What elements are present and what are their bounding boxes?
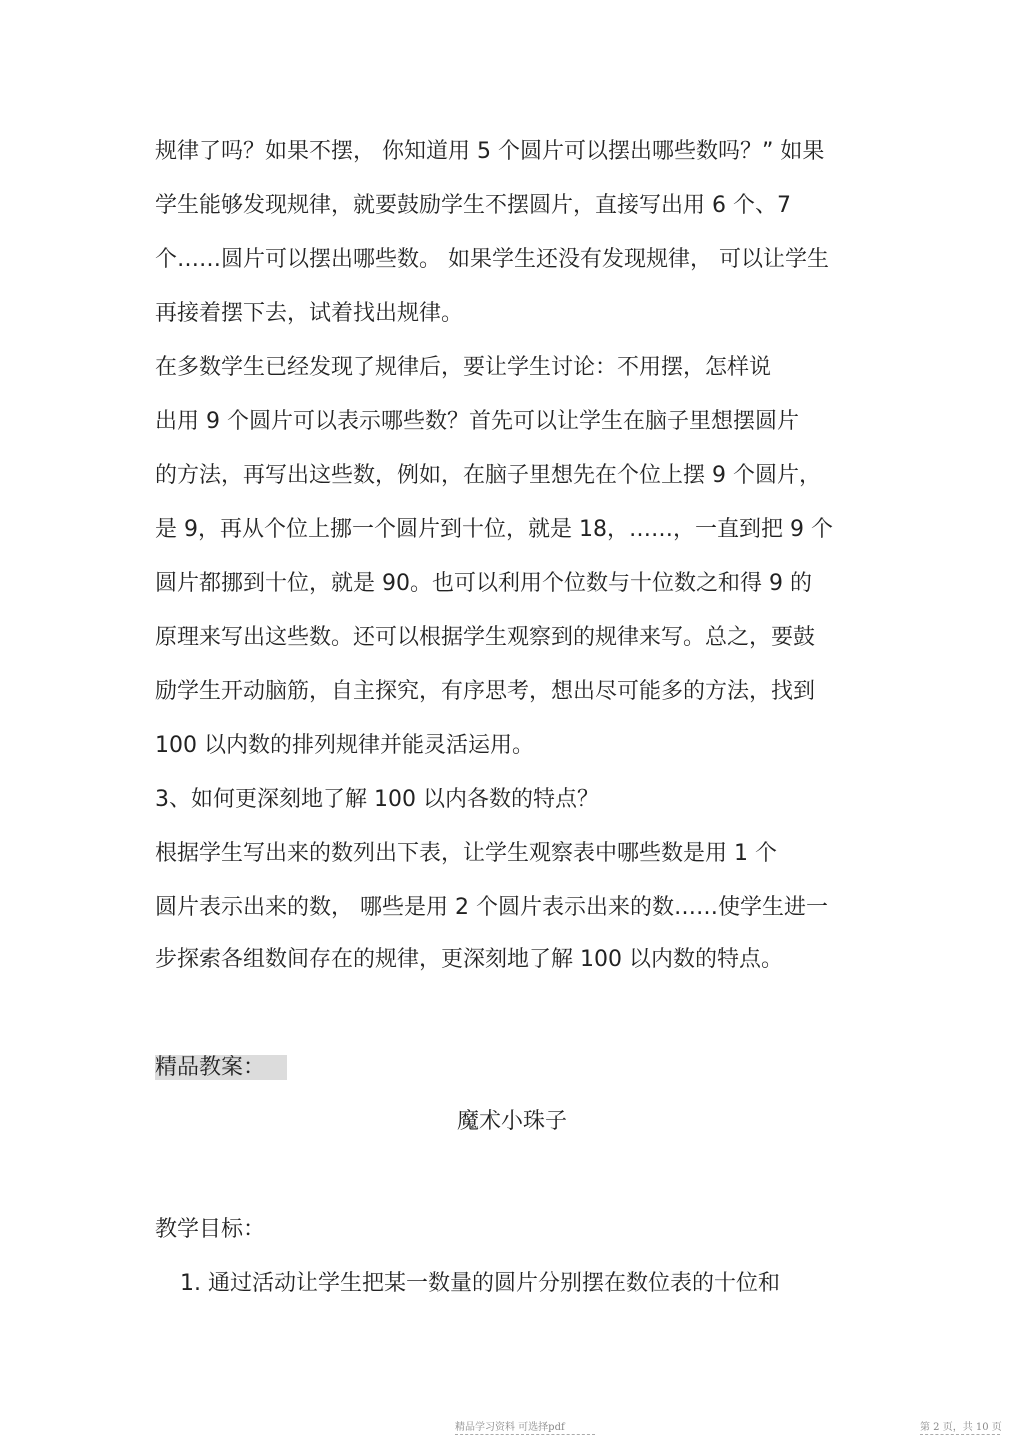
paragraph-line: 规律了吗？如果不摆， 你知道用 5 个圆片可以摆出哪些数吗？” 如果 [155,139,825,164]
footer-divider [920,1434,1000,1435]
paragraph-line: 励学生开动脑筋，自主探究，有序思考，想出尽可能多的方法，找到 [155,679,816,704]
paragraph-line: 在多数学生已经发现了规律后，要让学生讨论：不用摆，怎样说 [155,355,772,380]
lesson-title: 魔术小珠子 [456,1109,567,1134]
paragraph-line: 圆片表示出来的数， 哪些是用 2 个圆片表示出来的数……使学生进一 [155,895,828,920]
paragraph-line: 圆片都挪到十位，就是 90。也可以利用个位数与十位数之和得 9 的 [155,571,812,596]
objectives-heading: 教学目标： [155,1217,266,1242]
paragraph-line: 再接着摆下去，试着找出规律。 [155,301,464,326]
paragraph-line: 根据学生写出来的数列出下表，让学生观察表中哪些数是用 1 个 [155,841,777,866]
section-label: 精品教案： [155,1055,287,1080]
footer-left: 精品学习资料 可选择pdf [455,1422,565,1433]
paragraph-line: 个……圆片可以摆出哪些数。 如果学生还没有发现规律， 可以让学生 [155,247,829,272]
paragraph-line: 原理来写出这些数。还可以根据学生观察到的规律来写。总之，要鼓 [155,625,816,650]
paragraph-line: 的方法，再写出这些数，例如，在脑子里想先在个位上摆 9 个圆片， [155,463,821,488]
paragraph-line: 步探索各组数间存在的规律，更深刻地了解 100 以内数的特点。 [155,947,783,972]
footer-divider [455,1434,595,1435]
page-number: 第 2 页，共 10 页 [920,1422,1002,1433]
section-heading: 3、如何更深刻地了解 100 以内各数的特点？ [155,787,599,812]
paragraph-line: 学生能够发现规律，就要鼓励学生不摆圆片，直接写出用 6 个、7 [155,193,791,218]
paragraph-line: 100 以内数的排列规律并能灵活运用。 [155,733,534,758]
objective-item: 1. 通过活动让学生把某一数量的圆片分别摆在数位表的十位和 [180,1271,780,1296]
paragraph-line: 出用 9 个圆片可以表示哪些数？首先可以让学生在脑子里想摆圆片 [155,409,799,434]
paragraph-line: 是 9，再从个位上挪一个圆片到十位，就是 18，……，一直到把 9 个 [155,517,833,542]
